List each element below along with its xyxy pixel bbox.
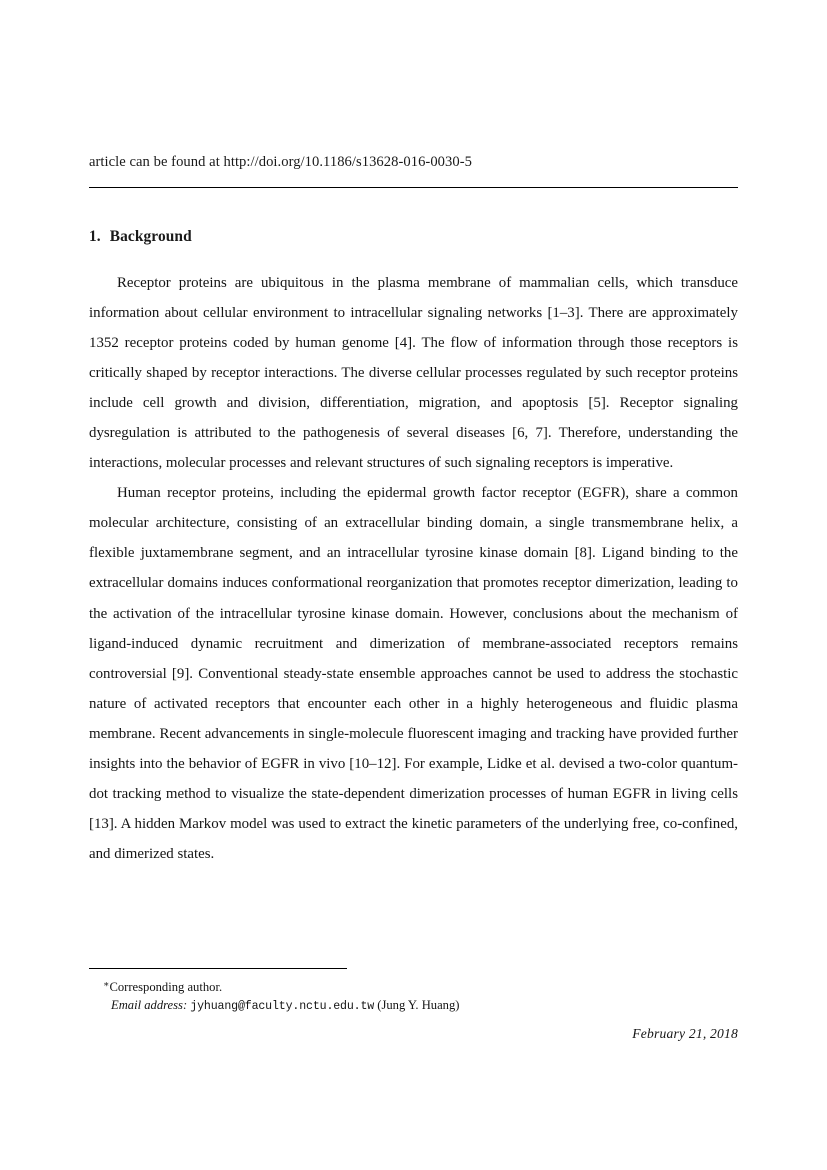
footnote-divider-rule	[89, 968, 347, 969]
footnote-corresponding-author-text: Corresponding author.	[109, 980, 223, 994]
page-date: February 21, 2018	[632, 1026, 738, 1041]
footnote-email-address[interactable]: jyhuang@faculty.nctu.edu.tw	[190, 999, 375, 1013]
body-text	[89, 268, 738, 869]
running-header-note: article can be found at http://doi.org/10.1186/s13628-016-0030-5	[89, 154, 472, 170]
footnote-block	[89, 977, 738, 1015]
footnote-corresponding-author	[89, 977, 738, 997]
header-divider-rule	[89, 187, 738, 188]
footnote-email-line	[89, 997, 738, 1016]
footnote-email-owner: (Jung Y. Huang)	[377, 997, 460, 1012]
paragraph-background-receptor-proteins: Receptor proteins are ubiquitous in the plasma membrane of mammalian cells, which transduce information about cellular environment to intracellular signaling networks [1–3]. There are approximately 1352 receptor proteins coded by human genome [4]. The flow of information through those receptors is critically shaped by receptor interactions. The diverse cellular processes regulated by such receptor proteins include cell growth and division, differentiation, migration, and apoptosis [5]. Receptor signaling dysregulation is attributed to the pathogenesis of several diseases [6, 7]. Therefore, understanding the interactions, molecular processes and relevant structures of such signaling receptors is imperative.	[89, 275, 738, 472]
paragraph-background-human-receptor-proteins: Human receptor proteins, including the epidermal growth factor receptor (EGFR), share a common molecular architecture, consisting of an extracellular binding domain, a single transmembrane helix, a flexible juxtamembrane segment, and an intracellular tyrosine kinase domain [8]. Ligand binding to the extracellular domains induces conformational reorganization that promotes receptor dimerization, leading to the activation of the intracellular tyrosine kinase domain. However, conclusions about the mechanism of ligand-induced dynamic recruitment and dimerization of membrane-associated receptors remains controversial [9]. Conventional steady-state ensemble approaches cannot be used to address the stochastic nature of activated receptors that encounter each other in a highly heterogeneous and fluidic plasma membrane. Recent advancements in single-molecule fluorescent imaging and tracking have provided further insights into the behavior of EGFR in vivo [10–12]. For example, Lidke et al. devised a two-color quantum-dot tracking method to visualize the state-dependent dimerization processes of human EGFR in living cells [13]. A hidden Markov model was used to extract the kinetic parameters of the underlying free, co-confined, and dimerized states.	[89, 485, 738, 862]
section-heading	[89, 226, 738, 248]
section-number: 1.	[89, 228, 101, 245]
footnote-asterisk-marker: ∗	[103, 980, 110, 990]
section-title: Background	[109, 228, 192, 245]
footnote-email-label: Email address:	[111, 997, 188, 1012]
